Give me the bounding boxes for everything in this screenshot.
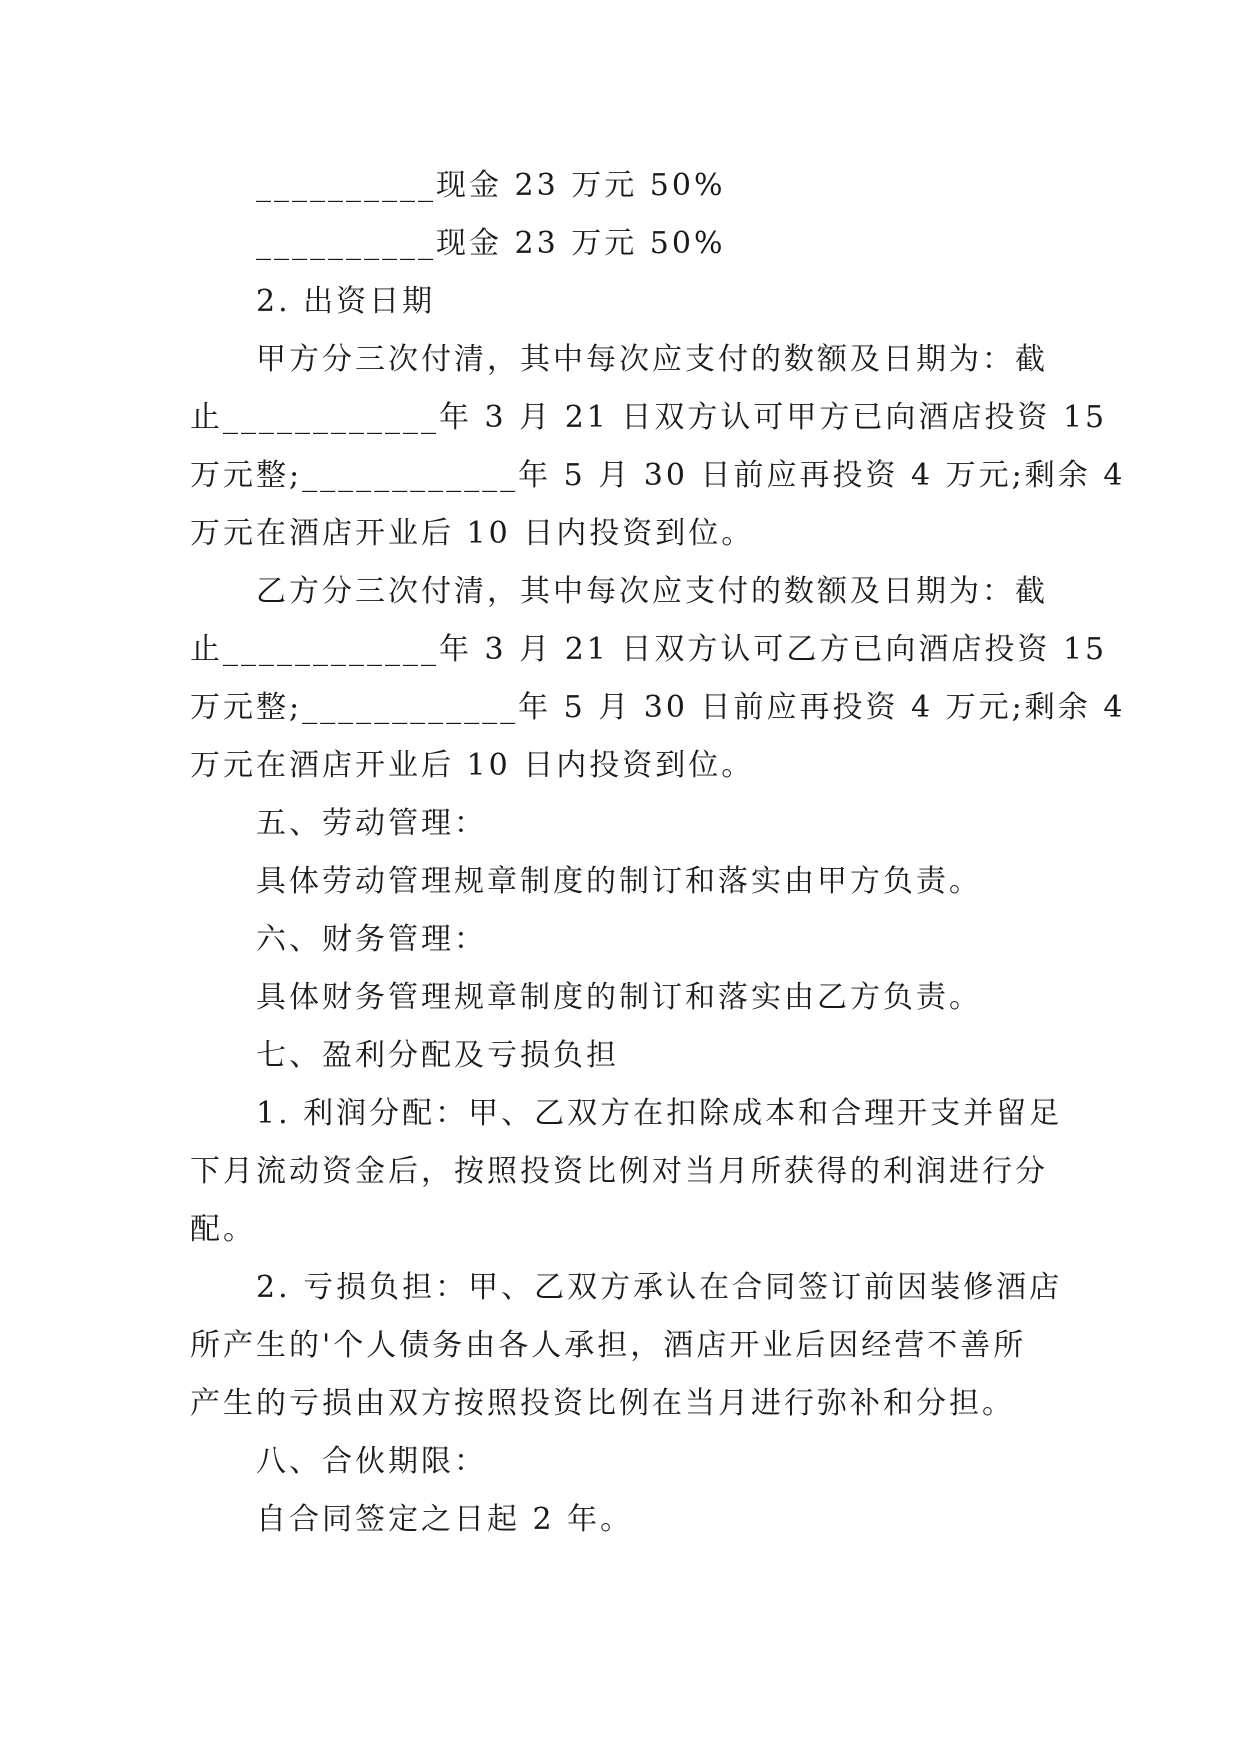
text-line: 2. 亏损负担：甲、乙双方承认在合同签订前因装修酒店 (256, 1270, 1063, 1305)
section-heading: 八、合伙期限： (256, 1444, 487, 1479)
text-line: 自合同签定之日起 2 年。 (256, 1502, 634, 1537)
section-heading: 七、盈利分配及亏损负担 (256, 1038, 619, 1073)
text-line: 万元整;____________年 5 月 30 日前应再投资 4 万元;剩余 4 (190, 690, 1126, 725)
text-line: 乙方分三次付清，其中每次应支付的数额及日期为：截 (256, 574, 1048, 609)
text-line: __________现金 23 万元 50% (256, 226, 726, 261)
text-line: 1. 利润分配：甲、乙双方在扣除成本和合理开支并留足 (256, 1096, 1063, 1131)
text-line: 万元在酒店开业后 10 日内投资到位。 (190, 748, 755, 783)
text-line: 甲方分三次付清，其中每次应支付的数额及日期为：截 (256, 342, 1048, 377)
section-heading: 五、劳动管理： (256, 806, 487, 841)
text-line: 止____________年 3 月 21 日双方认可甲方已向酒店投资 15 (190, 400, 1108, 435)
text-line: 下月流动资金后，按照投资比例对当月所获得的利润进行分 (190, 1154, 1048, 1189)
section-heading: 六、财务管理： (256, 922, 487, 957)
text-line: 具体财务管理规章制度的制订和落实由乙方负责。 (256, 980, 982, 1015)
text-line: __________现金 23 万元 50% (256, 168, 726, 203)
text-line: 具体劳动管理规章制度的制订和落实由甲方负责。 (256, 864, 982, 899)
text-line: 所产生的'个人债务由各人承担，酒店开业后因经营不善所 (190, 1328, 1027, 1363)
text-line: 万元整;____________年 5 月 30 日前应再投资 4 万元;剩余 4 (190, 458, 1126, 493)
text-line: 万元在酒店开业后 10 日内投资到位。 (190, 516, 755, 551)
section-heading: 2. 出资日期 (256, 284, 436, 319)
text-line: 产生的亏损由双方按照投资比例在当月进行弥补和分担。 (190, 1386, 1015, 1421)
text-line: 配。 (190, 1212, 256, 1247)
text-line: 止____________年 3 月 21 日双方认可乙方已向酒店投资 15 (190, 632, 1108, 667)
